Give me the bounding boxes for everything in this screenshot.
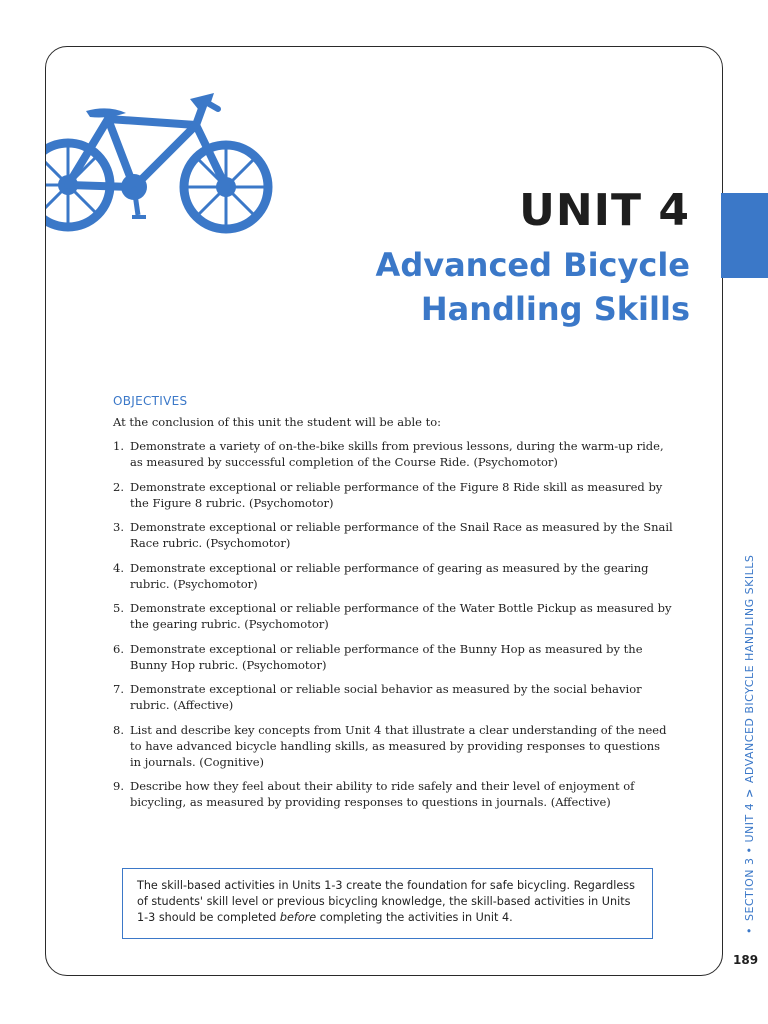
bicycle-icon [45,65,278,245]
item-number: 1. [113,439,124,453]
objective-item [113,722,673,770]
objectives-intro: At the conclusion of this unit the student will be able to: [113,415,441,429]
item-text: List and describe key concepts from Unit 4 that illustrate a clear understanding of the need to have advanced bicycle handling skills, as measured by providing responses to questions in journals. (Cognitive) [130,722,667,769]
objectives-list [113,438,673,810]
note-box [122,868,653,939]
bullet: • [743,927,756,934]
item-number: 6. [113,641,124,656]
item-text: Demonstrate exceptional or reliable performance of the Water Bottle Pickup as measured by the gearing rubric. (Psychomotor) [130,601,672,631]
objectives-heading: OBJECTIVES [113,394,188,408]
objective-item [113,560,673,592]
objective-item [113,519,673,551]
item-text: Demonstrate a variety of on-the-bike skills from previous lessons, during the warm-up ride, as measured by successful completion of the Course Ride. (Psychomotor) [130,439,664,469]
chevron-right-icon: > [743,788,756,798]
item-text: Demonstrate exceptional or reliable performance of gearing as measured by the gearing rubric. (Psychomotor) [130,560,649,591]
item-number: 5. [113,601,124,615]
item-number: 8. [113,722,124,737]
objective-item [113,438,673,470]
objective-item [113,778,673,810]
unit-subtitle [376,243,690,331]
subtitle-line-2: Handling Skills [420,290,690,328]
item-number: 2. [113,479,124,494]
objectives-section [113,394,673,819]
item-text: Demonstrate exceptional or reliable performance of the Snail Race as measured by the Snail Race rubric. (Psychomotor) [130,520,673,550]
objective-item [113,479,673,511]
objective-item [113,641,673,673]
note-emphasis: before [279,911,317,924]
item-text: Demonstrate exceptional or reliable social behavior as measured by the social behavior rubric. (Affective) [130,682,642,712]
page-frame [45,46,723,976]
unit-title: UNIT 4 [519,185,690,236]
section-label: SECTION 3 • UNIT 4 [743,802,756,921]
note-text-end: completing the activities in Unit 4. [316,911,513,924]
item-text: Demonstrate exceptional or reliable performance of the Figure 8 Ride skill as measured by the Figure 8 rubric. (Psychomotor) [130,479,663,510]
item-number: 4. [113,560,124,575]
item-number: 9. [113,779,124,793]
item-number: 7. [113,682,124,696]
page-number: 189 [733,953,759,967]
objective-item [113,600,673,632]
subtitle-line-1: Advanced Bicycle [375,246,690,284]
note-text: The skill-based activities in Units 1-3 create the foundation for safe bicycling. Regardless of students' skill level or previous bicycling knowledge, the skill-based activities in Units 1-3 should be completed [137,879,635,924]
objective-item [113,681,673,713]
section-tab [721,193,768,278]
item-text: Demonstrate exceptional or reliable performance of the Bunny Hop as measured by the Bunny Hop rubric. (Psychomotor) [130,641,643,672]
item-text: Describe how they feel about their ability to ride safely and their level of enjoyment of bicycling, as measured by providing responses to questions in journals. (Affective) [130,779,635,809]
topic-label: ADVANCED BICYCLE HANDLING SKILLS [743,554,756,784]
item-number: 3. [113,520,124,534]
